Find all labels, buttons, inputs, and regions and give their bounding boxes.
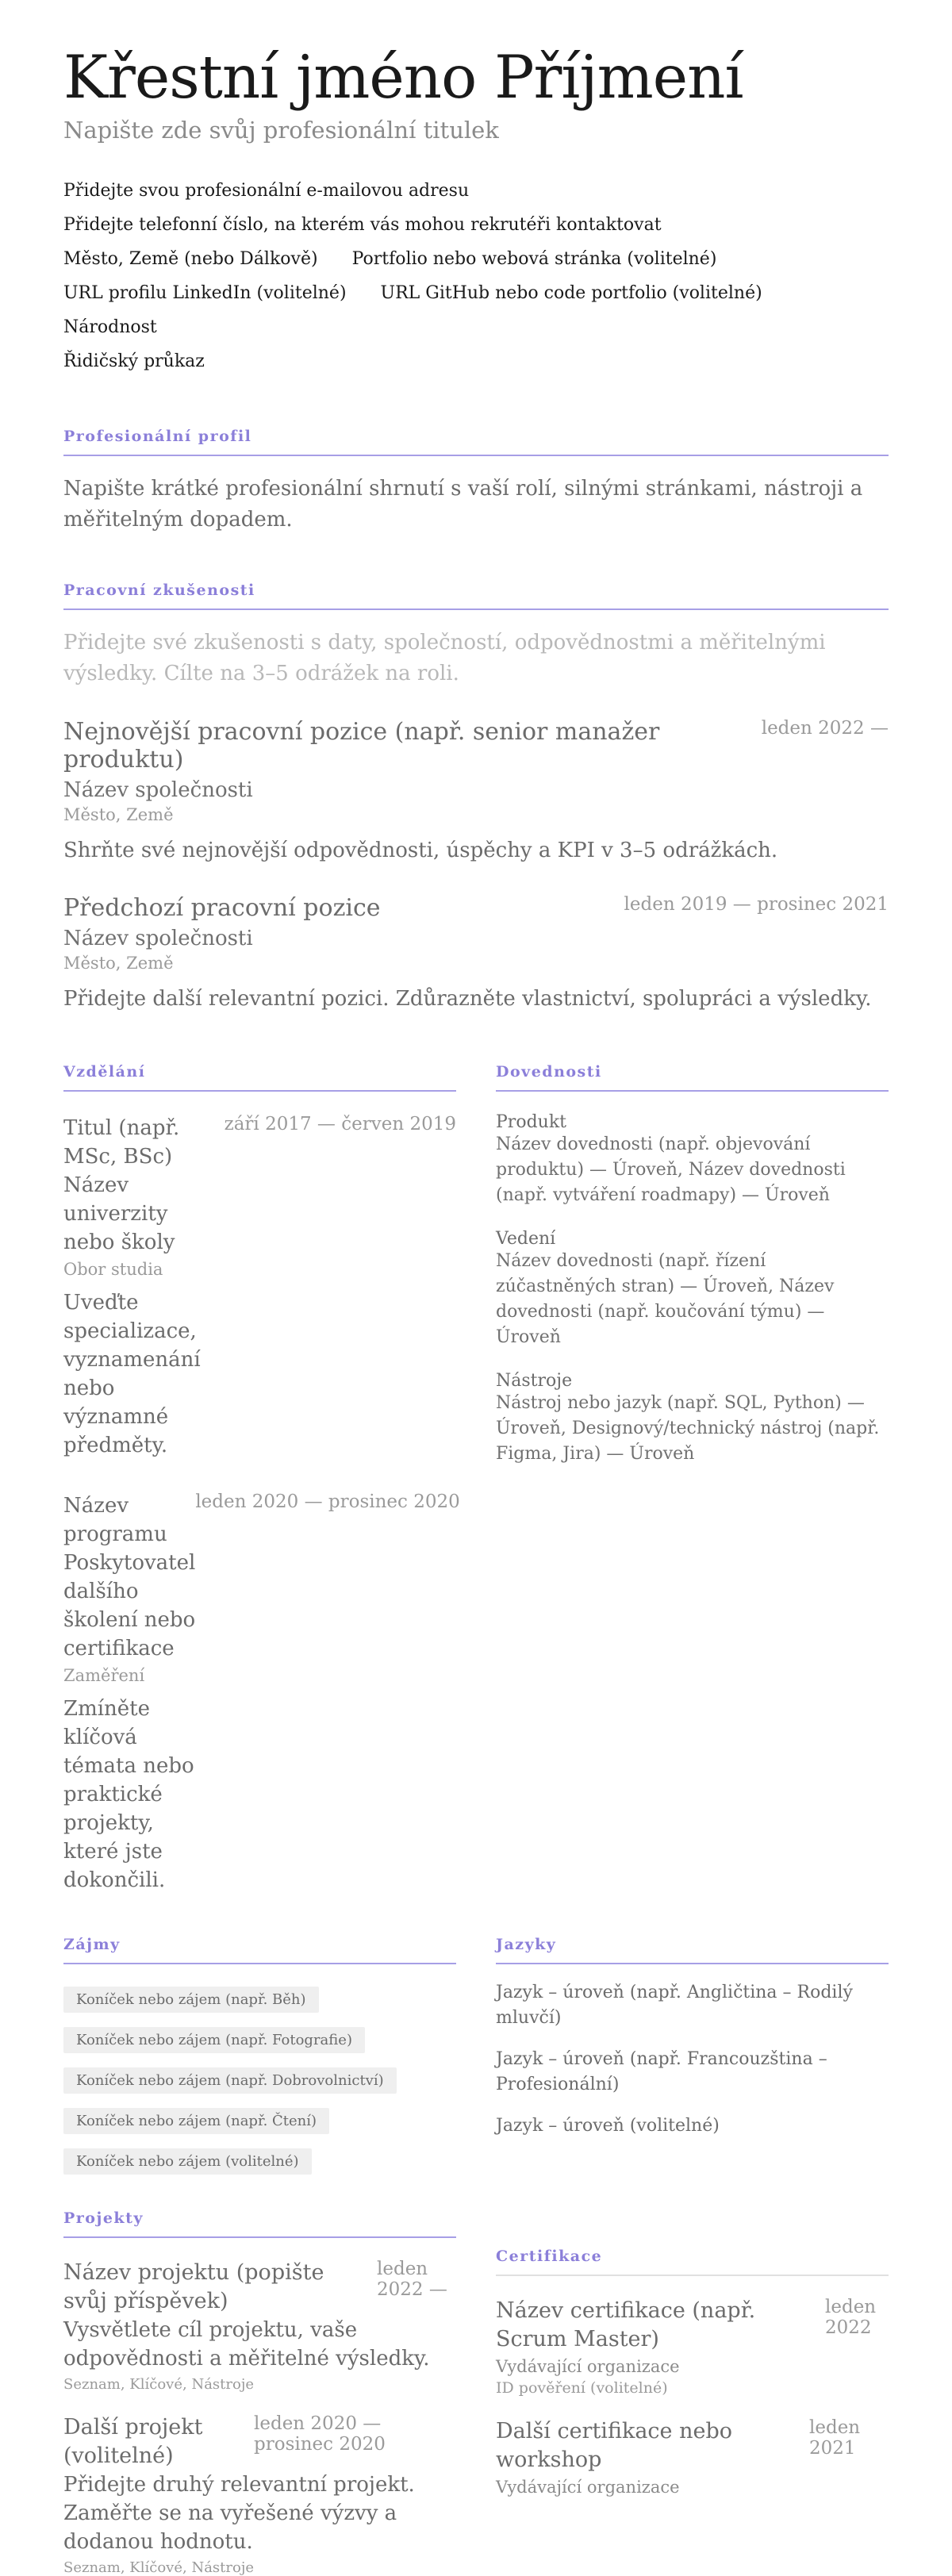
project-description: Vysvětlete cíl projektu, vaše odpovědnosti a měřitelné výsledky. bbox=[63, 2317, 430, 2371]
job-description: Přidejte další relevantní pozici. Zdůrazněte vlastnictví, spolupráci a výsledky. bbox=[63, 986, 872, 1011]
project-description: Přidejte druhý relevantní projekt. Zaměřte se na vyřešené výzvy a dodanou hodnotu. bbox=[63, 2472, 415, 2554]
project-date: leden 2022 — bbox=[377, 2258, 447, 2300]
job-location: Město, Země bbox=[63, 804, 174, 824]
job-location: Město, Země bbox=[63, 953, 174, 973]
language-item: Jazyk – úroveň (volitelné) bbox=[496, 2115, 720, 2136]
contact-nationality: Národnost bbox=[63, 317, 157, 337]
certification-date: leden 2022 bbox=[825, 2296, 877, 2338]
job-title: Předchozí pracovní pozice bbox=[63, 893, 381, 922]
projects-column bbox=[63, 2175, 456, 2576]
candidate-name: Křestní jméno Příjmení bbox=[63, 42, 743, 112]
contact-block bbox=[63, 174, 889, 378]
project-entry bbox=[63, 2413, 456, 2576]
language-item: Jazyk – úroveň (např. Angličtina – Rodilý mluvčí) bbox=[496, 1982, 853, 2028]
job-company: Název společnosti bbox=[63, 777, 253, 802]
contact-email: Přidejte svou profesionální e-mailovou adresu bbox=[63, 180, 470, 201]
project-date: leden 2020 — prosinec 2020 bbox=[254, 2413, 386, 2455]
contact-location: Město, Země (nebo Dálkově) bbox=[63, 248, 318, 269]
professional-headline: Napište zde svůj profesionální titulek bbox=[63, 116, 499, 144]
education-field: Zaměření bbox=[63, 1665, 145, 1685]
section-heading-projects: Projekty bbox=[63, 2209, 456, 2238]
education-column bbox=[63, 1014, 460, 1895]
skill-group bbox=[496, 1112, 889, 1208]
project-tools: Seznam, Klíčové, Nástroje bbox=[63, 2559, 255, 2576]
section-heading-certifications: Certifikace bbox=[496, 2248, 889, 2276]
experience-hint: Přidejte své zkušenosti s daty, společností, odpovědnostmi a měřitelnými výsledky. Cílte na 3–5 odrážek na roli. bbox=[63, 630, 826, 685]
job-entry bbox=[63, 894, 889, 1014]
job-title: Nejnovější pracovní pozice (např. senior manažer produktu) bbox=[63, 717, 660, 774]
interest-tag: Koníček nebo zájem (např. Čtení) bbox=[63, 2108, 329, 2134]
education-title: Titul (např. MSc, BSc) Název univerzity nebo školy bbox=[63, 1115, 180, 1254]
section-heading-education: Vzdělání bbox=[63, 1063, 456, 1092]
languages-column bbox=[496, 1895, 889, 2175]
project-entry bbox=[63, 2259, 456, 2393]
contact-portfolio: Portfolio nebo webová stránka (volitelné) bbox=[351, 248, 717, 269]
interest-tag: Koníček nebo zájem (např. Běh) bbox=[63, 1987, 319, 2013]
contact-license: Řidičský průkaz bbox=[63, 351, 205, 371]
certification-entry bbox=[496, 2417, 889, 2497]
section-heading-profile: Profesionální profil bbox=[63, 428, 889, 456]
skills-column bbox=[496, 1014, 889, 1895]
interest-tag: Koníček nebo zájem (např. Dobrovolnictví) bbox=[63, 2067, 397, 2094]
certification-title: Název certifikace (např. Scrum Master) bbox=[496, 2298, 756, 2351]
project-tools: Seznam, Klíčové, Nástroje bbox=[63, 2375, 255, 2393]
job-company: Název společnosti bbox=[63, 926, 253, 950]
certification-id: ID pověření (volitelné) bbox=[496, 2378, 668, 2397]
section-heading-experience: Pracovní zkušenosti bbox=[63, 582, 889, 610]
certifications-column bbox=[496, 2175, 889, 2576]
interest-tag: Koníček nebo zájem (volitelné) bbox=[63, 2148, 312, 2175]
contact-linkedin: URL profilu LinkedIn (volitelné) bbox=[63, 282, 347, 303]
education-date: září 2017 — červen 2019 bbox=[224, 1113, 456, 1134]
skill-list: Název dovednosti (např. řízení zúčastněných stran) — Úroveň, Název dovednosti (např. koučování týmu) — Úroveň bbox=[496, 1250, 835, 1347]
education-title: Název programu Poskytovatel dalšího školení nebo certifikace bbox=[63, 1493, 196, 1660]
section-heading-languages: Jazyky bbox=[496, 1936, 889, 1964]
job-entry bbox=[63, 718, 889, 866]
project-title: Další projekt (volitelné) bbox=[63, 2414, 203, 2468]
language-item: Jazyk – úroveň (např. Francouzština – Profesionální) bbox=[496, 2048, 827, 2094]
certification-date: leden 2021 bbox=[809, 2417, 861, 2459]
job-date: leden 2019 — prosinec 2021 bbox=[624, 893, 889, 915]
interests-column bbox=[63, 1895, 456, 2175]
interest-tags bbox=[63, 1972, 456, 2175]
education-entry bbox=[63, 1491, 460, 1895]
skill-category: Vedení bbox=[496, 1228, 556, 1249]
skill-group bbox=[496, 1229, 889, 1350]
education-description: Uveďte specializace, vyznamenání nebo významné předměty. bbox=[63, 1290, 201, 1457]
certification-issuer: Vydávající organizace bbox=[496, 2356, 680, 2376]
education-description: Zmíněte klíčová témata nebo praktické projekty, které jste dokončili. bbox=[63, 1696, 194, 1892]
job-description: Shrňte své nejnovější odpovědnosti, úspěchy a KPI v 3–5 odrážkách. bbox=[63, 838, 778, 862]
education-field: Obor studia bbox=[63, 1259, 163, 1279]
education-entry bbox=[63, 1114, 456, 1460]
skill-category: Produkt bbox=[496, 1111, 566, 1132]
contact-github: URL GitHub nebo code portfolio (volitelné) bbox=[380, 282, 762, 303]
profile-summary: Napište krátké profesionální shrnutí s vaší rolí, silnými stránkami, nástroji a měřitelným dopadem. bbox=[63, 476, 863, 532]
certification-title: Další certifikace nebo workshop bbox=[496, 2418, 733, 2472]
certification-issuer: Vydávající organizace bbox=[496, 2477, 680, 2497]
skill-list: Nástroj nebo jazyk (např. SQL, Python) — Úroveň, Designový/technický nástroj (např. Figma, Jira) — Úroveň bbox=[496, 1392, 880, 1464]
certification-entry bbox=[496, 2297, 889, 2397]
section-heading-skills: Dovednosti bbox=[496, 1063, 889, 1092]
interest-tag: Koníček nebo zájem (např. Fotografie) bbox=[63, 2027, 365, 2053]
job-date: leden 2022 — bbox=[761, 717, 889, 739]
project-title: Název projektu (popište svůj příspěvek) bbox=[63, 2259, 324, 2313]
skill-list: Název dovednosti (např. objevování produktu) — Úroveň, Název dovednosti (např. vytváření roadmapy) — Úroveň bbox=[496, 1134, 846, 1205]
contact-phone: Přidejte telefonní číslo, na kterém vás mohou rekrutéři kontaktovat bbox=[63, 214, 662, 235]
education-date: leden 2020 — prosinec 2020 bbox=[195, 1491, 460, 1512]
section-heading-interests: Zájmy bbox=[63, 1936, 456, 1964]
skill-category: Nástroje bbox=[496, 1370, 573, 1391]
skill-group bbox=[496, 1371, 889, 1467]
